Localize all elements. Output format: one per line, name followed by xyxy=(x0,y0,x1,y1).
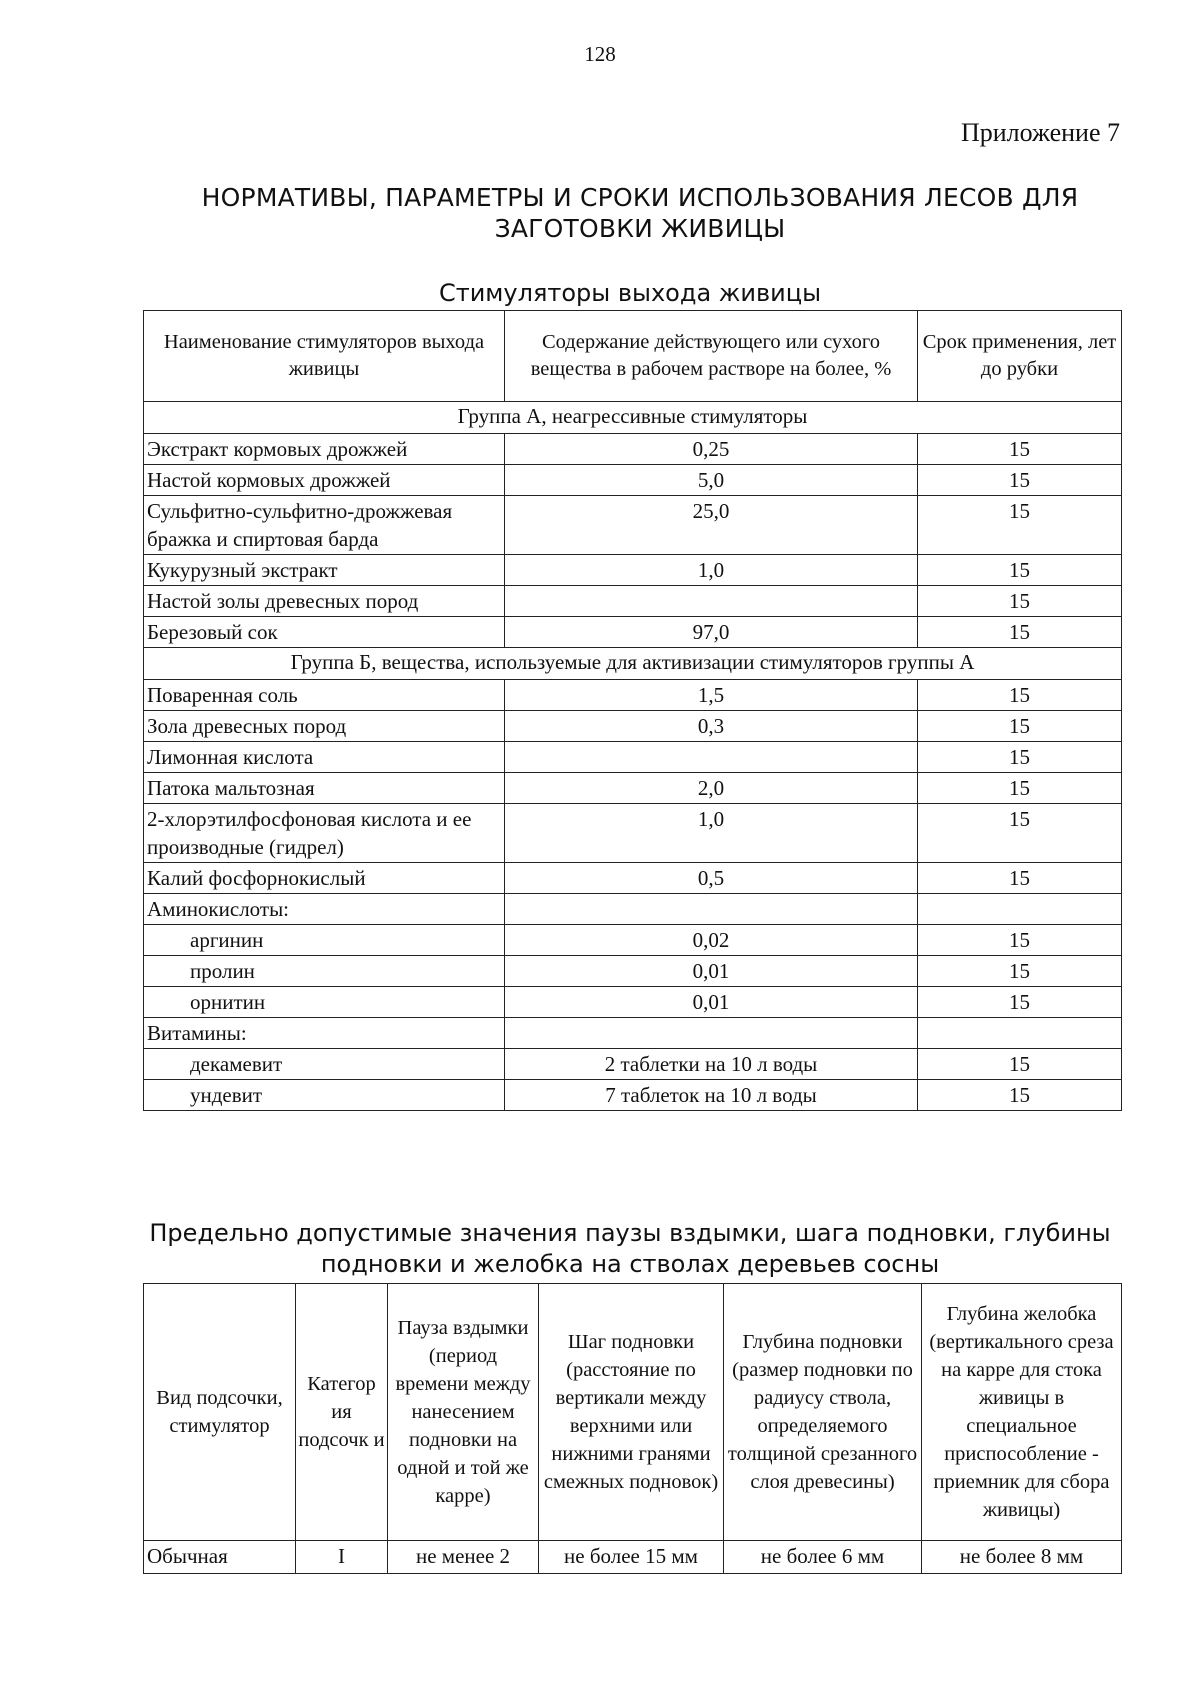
cell-term: 15 xyxy=(918,742,1122,773)
stimulators-table-title: Стимуляторы выхода живицы xyxy=(438,279,822,307)
table-row xyxy=(144,1541,1122,1574)
cell-name: Березовый сок xyxy=(144,617,505,648)
group-row xyxy=(144,402,1122,434)
header-name: Наименование стимуляторов выхода живицы xyxy=(144,311,505,402)
cell-name: Зола древесных пород xyxy=(144,711,505,742)
cell-name: декамевит xyxy=(144,1049,505,1080)
cell-pause: не менее 2 xyxy=(388,1541,539,1574)
cell-content: 0,01 xyxy=(505,987,918,1018)
header-category: Категор ия подсочк и xyxy=(296,1284,388,1541)
cell-term: 15 xyxy=(918,465,1122,496)
table-row xyxy=(144,434,1122,465)
amino-label: Аминокислоты: xyxy=(144,894,505,925)
page-title-line-1: НОРМАТИВЫ, ПАРАМЕТРЫ И СРОКИ ИСПОЛЬЗОВАНИЯ ЛЕСОВ ДЛЯ xyxy=(201,183,1079,212)
cell-content: 1,0 xyxy=(505,555,918,586)
table-row xyxy=(144,1080,1122,1111)
cell-content xyxy=(505,1018,918,1049)
cell-name: Калий фосфорнокислый xyxy=(144,863,505,894)
cell-term: 15 xyxy=(918,434,1122,465)
cell-content: 25,0 xyxy=(505,496,918,555)
table-row xyxy=(144,586,1122,617)
cell-step: не более 15 мм xyxy=(539,1541,724,1574)
cell-name: ундевит xyxy=(144,1080,505,1111)
cell-term: 15 xyxy=(918,773,1122,804)
header-type: Вид подсочки, стимулятор xyxy=(144,1284,296,1541)
table-row xyxy=(144,987,1122,1018)
cell-name: Настой кормовых дрожжей xyxy=(144,465,505,496)
group-b-label: Группа Б, вещества, используемые для активизации стимуляторов группы А xyxy=(144,648,1122,680)
table-row xyxy=(144,894,1122,925)
cell-term: 15 xyxy=(918,586,1122,617)
cell-name: Экстракт кормовых дрожжей xyxy=(144,434,505,465)
cell-name: орнитин xyxy=(144,987,505,1018)
table-row xyxy=(144,465,1122,496)
page-number: 128 xyxy=(584,42,616,66)
appendix-label: Приложение 7 xyxy=(960,118,1120,147)
cell-content: 0,02 xyxy=(505,925,918,956)
cell-content: 7 таблеток на 10 л воды xyxy=(505,1080,918,1111)
cell-content: 0,25 xyxy=(505,434,918,465)
cell-content xyxy=(505,586,918,617)
header-groove: Глубина желобка (вертикального среза на карре для стока живицы в специальное приспособление - приемник для сбора живицы) xyxy=(922,1284,1122,1541)
table-row xyxy=(144,555,1122,586)
cell-content: 0,01 xyxy=(505,956,918,987)
cell-content: 1,0 xyxy=(505,804,918,863)
cell-term: 15 xyxy=(918,1049,1122,1080)
table-row xyxy=(144,804,1122,863)
cell-name: Настой золы древесных пород xyxy=(144,586,505,617)
header-term: Срок применения, лет до рубки xyxy=(918,311,1122,402)
cell-term xyxy=(918,894,1122,925)
table-row xyxy=(144,956,1122,987)
table-row xyxy=(144,742,1122,773)
limits-table xyxy=(143,1283,1122,1574)
cell-content: 2 таблетки на 10 л воды xyxy=(505,1049,918,1080)
cell-term: 15 xyxy=(918,804,1122,863)
cell-content xyxy=(505,894,918,925)
header-pause: Пауза вздымки (период времени между нанесением подновки на одной и той же карре) xyxy=(388,1284,539,1541)
cell-depth: не более 6 мм xyxy=(724,1541,922,1574)
page-title xyxy=(150,182,1130,244)
cell-term: 15 xyxy=(918,496,1122,555)
cell-name: Сульфитно-сульфитно-дрожжевая бражка и спиртовая барда xyxy=(144,496,505,555)
header-depth: Глубина подновки (размер подновки по радиусу ствола, определяемого толщиной срезанного слоя древесины) xyxy=(724,1284,922,1541)
stimulators-table xyxy=(143,310,1122,1111)
table-header-row xyxy=(144,1284,1122,1541)
cell-name: аргинин xyxy=(144,925,505,956)
table-row xyxy=(144,1049,1122,1080)
cell-content xyxy=(505,742,918,773)
header-step: Шаг подновки (расстояние по вертикали между верхними или нижними гранями смежных подновок) xyxy=(539,1284,724,1541)
table-row xyxy=(144,1018,1122,1049)
page-title-line-2: ЗАГОТОВКИ ЖИВИЦЫ xyxy=(494,214,786,243)
cell-name: Поваренная соль xyxy=(144,680,505,711)
cell-name: 2-хлорэтилфосфоновая кислота и ее производные (гидрел) xyxy=(144,804,505,863)
cell-content: 0,5 xyxy=(505,863,918,894)
cell-content: 97,0 xyxy=(505,617,918,648)
header-content: Содержание действующего или сухого вещества в рабочем растворе на более, % xyxy=(505,311,918,402)
cell-category: I xyxy=(296,1541,388,1574)
limits-title-line-2: подновки и желобка на стволах деревьев сосны xyxy=(320,1250,940,1278)
limits-title-line-1: Предельно допустимые значения паузы вздымки, шага подновки, глубины xyxy=(149,1219,1111,1247)
table-row xyxy=(144,863,1122,894)
limits-table-title xyxy=(140,1218,1120,1280)
cell-term: 15 xyxy=(918,711,1122,742)
cell-term: 15 xyxy=(918,1080,1122,1111)
table-row xyxy=(144,711,1122,742)
cell-term: 15 xyxy=(918,555,1122,586)
cell-term: 15 xyxy=(918,956,1122,987)
table-row xyxy=(144,496,1122,555)
cell-name: пролин xyxy=(144,956,505,987)
cell-content: 0,3 xyxy=(505,711,918,742)
cell-term: 15 xyxy=(918,617,1122,648)
table-row xyxy=(144,680,1122,711)
cell-term: 15 xyxy=(918,987,1122,1018)
cell-content: 1,5 xyxy=(505,680,918,711)
vitamins-label: Витамины: xyxy=(144,1018,505,1049)
cell-name: Кукурузный экстракт xyxy=(144,555,505,586)
cell-term: 15 xyxy=(918,680,1122,711)
cell-term: 15 xyxy=(918,863,1122,894)
group-row xyxy=(144,648,1122,680)
table-row xyxy=(144,773,1122,804)
cell-content: 5,0 xyxy=(505,465,918,496)
cell-term xyxy=(918,1018,1122,1049)
table-header-row xyxy=(144,311,1122,402)
cell-name: Лимонная кислота xyxy=(144,742,505,773)
cell-content: 2,0 xyxy=(505,773,918,804)
cell-type: Обычная xyxy=(144,1541,296,1574)
cell-groove: не более 8 мм xyxy=(922,1541,1122,1574)
table-row xyxy=(144,925,1122,956)
group-a-label: Группа А, неагрессивные стимуляторы xyxy=(144,402,1122,434)
cell-term: 15 xyxy=(918,925,1122,956)
table-row xyxy=(144,617,1122,648)
cell-name: Патока мальтозная xyxy=(144,773,505,804)
